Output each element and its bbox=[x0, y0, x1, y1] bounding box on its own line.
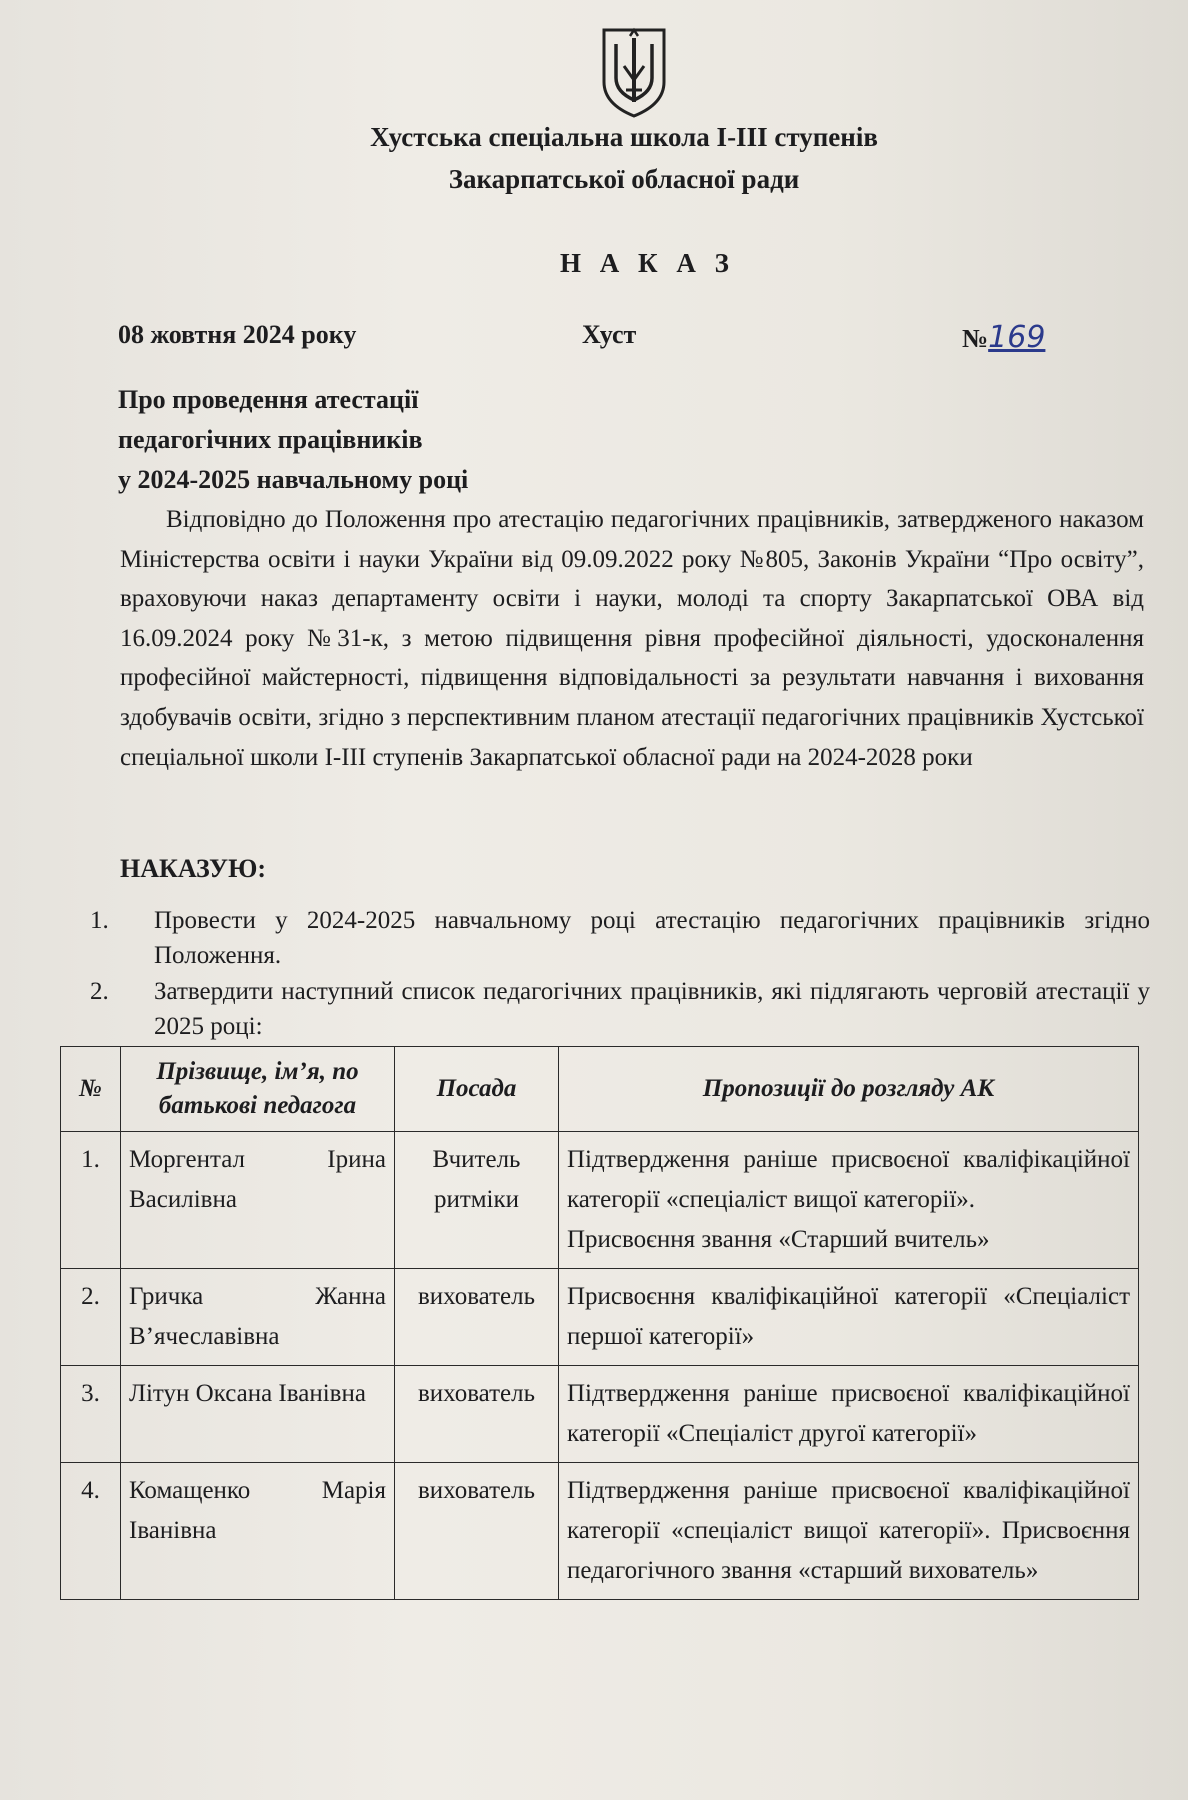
header-num: № bbox=[61, 1047, 121, 1132]
subject-line: педагогічних працівників bbox=[118, 425, 423, 454]
row-name: Літун Оксана Іванівна bbox=[121, 1366, 395, 1463]
subject-line: у 2024-2025 навчальному році bbox=[118, 465, 469, 494]
order-item-text: Затвердити наступний список педагогічних працівників, які підлягають черговій атестації у 2025 році: bbox=[154, 978, 1150, 1040]
order-date: 08 жовтня 2024 року bbox=[118, 320, 357, 349]
table-row bbox=[61, 1463, 1139, 1600]
proposal-text: Присвоєння звання «Старший вчитель» bbox=[567, 1226, 990, 1253]
row-name: Моргентал Ірина Василівна bbox=[121, 1132, 395, 1269]
order-item-number: 2. bbox=[90, 978, 109, 1005]
order-number bbox=[962, 320, 1045, 355]
document-title: Н А К А З bbox=[560, 248, 735, 278]
organization-name-line2: Закарпатської обласної ради bbox=[448, 164, 800, 194]
order-number-prefix: № bbox=[962, 324, 989, 353]
row-position: вихователь bbox=[395, 1366, 559, 1463]
organization-name-line1: Хустська спеціальна школа І-ІІІ ступенів bbox=[370, 122, 878, 152]
order-directive-heading: НАКАЗУЮ: bbox=[120, 854, 267, 883]
row-proposal bbox=[559, 1463, 1139, 1600]
row-position: Вчитель ритміки bbox=[395, 1132, 559, 1269]
attestation-table bbox=[60, 1046, 1139, 1600]
preamble-paragraph: Відповідно до Положення про атестацію педагогічних працівників, затвердженого наказом Міністерства освіти і науки України від 09.09.2022 року №805, Законів України “Про освіту”, враховуючи наказ департаменту освіти і науки, молоді та спорту Закарпатської ОВА від 16.09.2024 року №31-к, з метою підвищення рівня професійної діяльності, удосконалення професійної майстерності, підвищення відповідальності за результати навчання і виховання здобувачів освіти, згідно з перспективним планом атестації педагогічних працівників Хустської спеціальної школи І-ІІІ ступенів Закарпатської обласної ради на 2024-2028 роки bbox=[120, 506, 1144, 771]
order-subject bbox=[118, 380, 468, 500]
order-item-number: 1. bbox=[90, 907, 109, 934]
row-number: 3. bbox=[61, 1366, 121, 1463]
proposal-text: Підтвердження раніше присвоєної кваліфікаційної категорії «спеціаліст вищої категорії». bbox=[567, 1146, 1130, 1213]
row-proposal bbox=[559, 1132, 1139, 1269]
row-number: 1. bbox=[61, 1132, 121, 1269]
row-number: 4. bbox=[61, 1463, 121, 1600]
row-position: вихователь bbox=[395, 1269, 559, 1366]
subject-line: Про проведення атестації bbox=[118, 385, 419, 414]
order-item bbox=[90, 903, 1150, 973]
row-name: Комащенко Марія Іванівна bbox=[121, 1463, 395, 1600]
header-name: Прізвище, ім’я, по батькові педагога bbox=[121, 1047, 395, 1132]
table-header-row bbox=[61, 1047, 1139, 1132]
table-row bbox=[61, 1132, 1139, 1269]
order-item bbox=[90, 974, 1150, 1044]
row-proposal bbox=[559, 1269, 1139, 1366]
row-proposal bbox=[559, 1366, 1139, 1463]
proposal-text: Присвоєння кваліфікаційної категорії «Спеціаліст першої категорії» bbox=[567, 1283, 1130, 1350]
row-number: 2. bbox=[61, 1269, 121, 1366]
order-item-text: Провести у 2024-2025 навчальному році атестацію педагогічних працівників згідно Положення. bbox=[154, 907, 1150, 969]
table-row bbox=[61, 1366, 1139, 1463]
table-row bbox=[61, 1269, 1139, 1366]
proposal-text: Підтвердження раніше присвоєної кваліфікаційної категорії «спеціаліст вищої категорії». Присвоєння педагогічного звання «старший вихователь» bbox=[567, 1477, 1130, 1584]
row-name: Гричка Жанна В’ячеславівна bbox=[121, 1269, 395, 1366]
header-proposals: Пропозиції до розгляду АК bbox=[559, 1047, 1139, 1132]
row-position: вихователь bbox=[395, 1463, 559, 1600]
trident-emblem-icon bbox=[596, 20, 672, 120]
order-city: Хуст bbox=[582, 320, 637, 349]
order-number-handwritten: 169 bbox=[988, 320, 1046, 355]
proposal-text: Підтвердження раніше присвоєної кваліфікаційної категорії «Спеціаліст другої категорії» bbox=[567, 1380, 1130, 1447]
header-position: Посада bbox=[395, 1047, 559, 1132]
